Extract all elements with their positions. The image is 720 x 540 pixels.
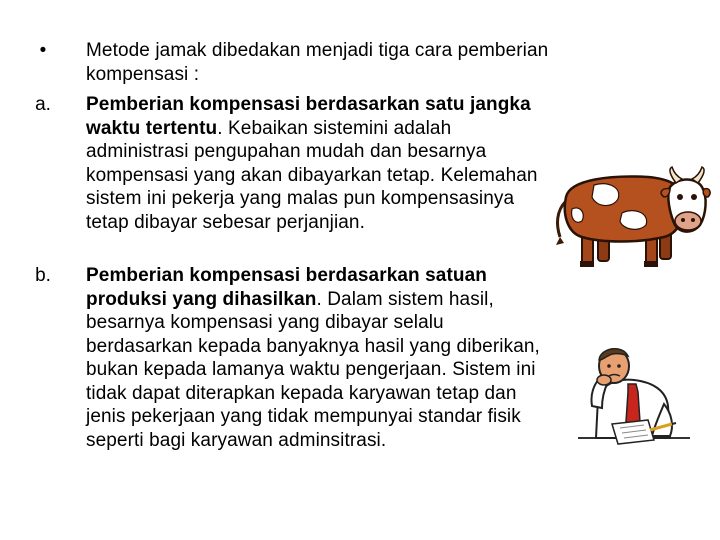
- intro-text: Metode jamak dibedakan menjadi tiga cara pemberian kompensasi :: [86, 40, 549, 85]
- list-text-a: [86, 93, 551, 234]
- bullet-text: [86, 39, 551, 86]
- bullet-marker: •: [39, 40, 47, 61]
- cow-image: [552, 163, 712, 273]
- list-marker-a: a.: [35, 94, 51, 115]
- list-body-a: . Kebaikan sistemini adalah administrasi pengupahan mudah dan besarnya kompensasi yang akan dibayarkan tetap. Kelemahan sistem ini pekerja yang malas pun kompensasinya tetap dibayar sebesar perjanjian.: [86, 117, 538, 233]
- list-body-b: . Dalam sistem hasil, besarnya kompensasi yang dibayar selalu berdasarkan kepada banyaknya hasil yang diberikan, bukan kepada lamanya waktu pengerjaan. Sistem ini tidak dapat diterapkan kepada karyawan tetap dan jenis pekerjaan yang tidak mempunyai standar fisik seperti bagi karyawan adminsitrasi.: [86, 288, 540, 451]
- list-marker-b: b.: [35, 265, 51, 286]
- bored-worker-image: [578, 344, 690, 446]
- list-heading-b: Pemberian kompensasi berdasarkan satuan produksi yang dihasilkan: [86, 265, 487, 310]
- list-heading-a: Pemberian kompensasi berdasarkan satu jangka waktu tertentu: [86, 94, 531, 139]
- list-text-b: [86, 264, 551, 452]
